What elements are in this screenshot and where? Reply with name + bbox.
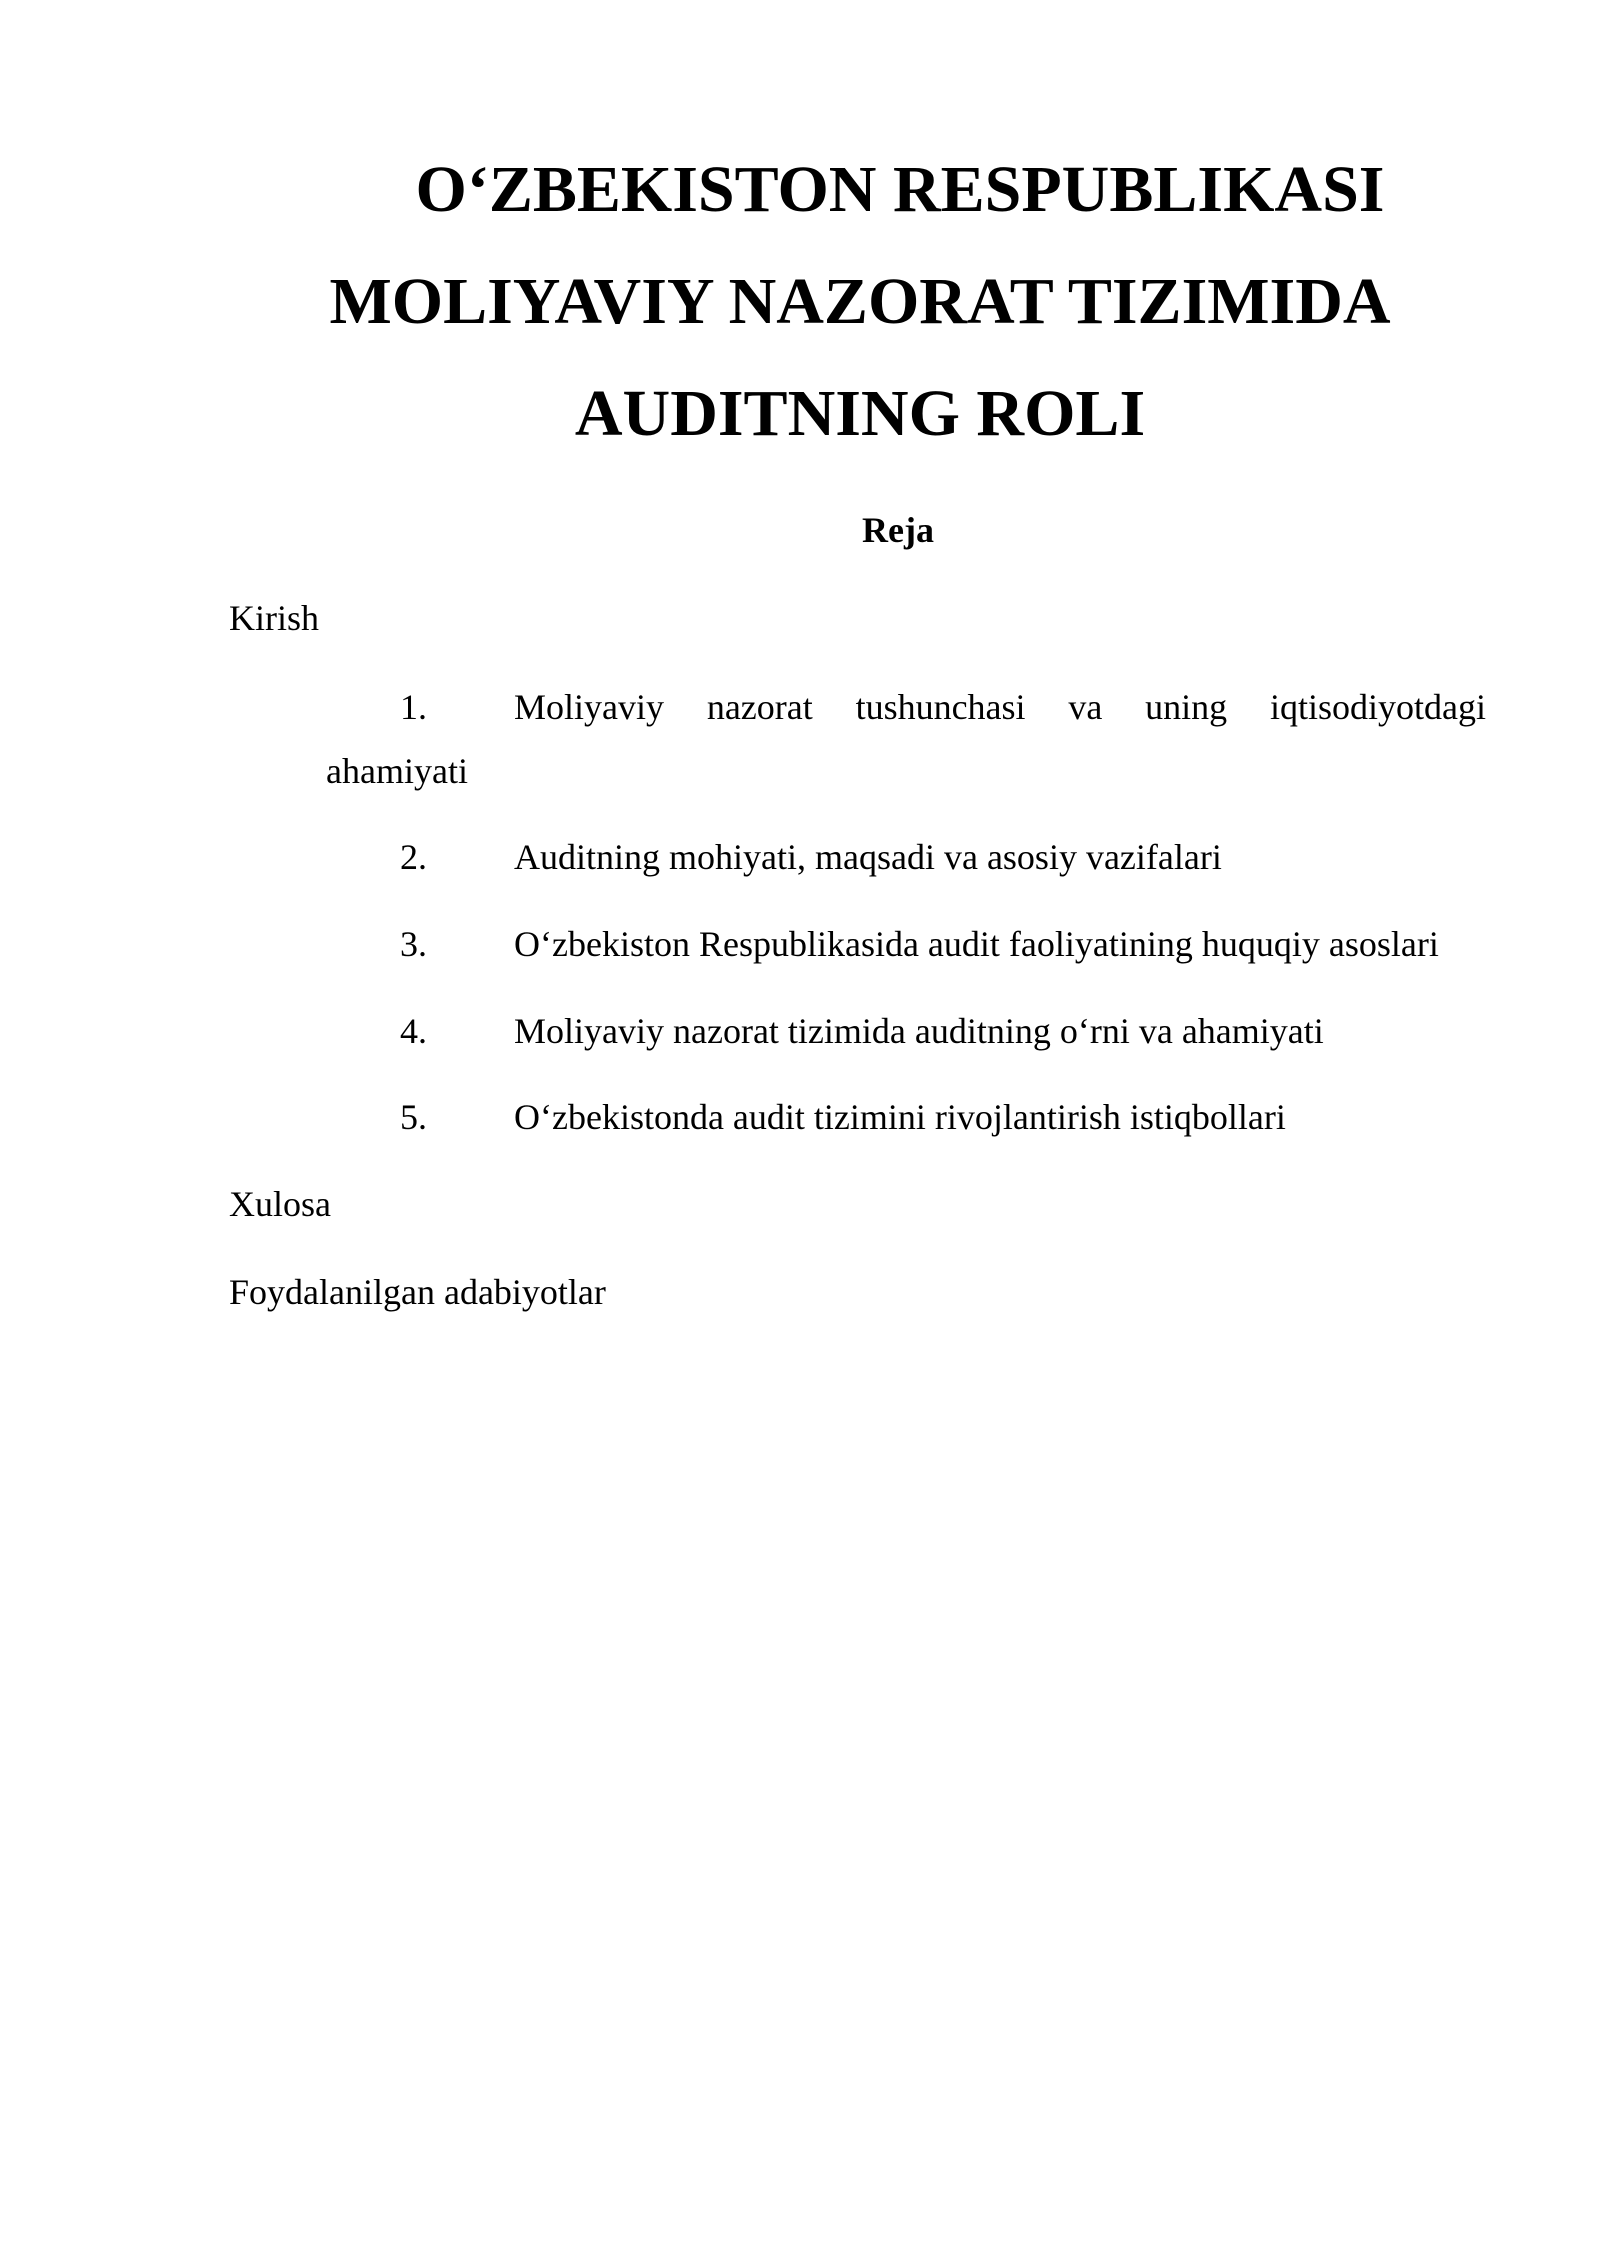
title-line-1: O‘ZBEKISTON RESPUBLIKASI <box>415 153 1385 226</box>
plan-item-number: 1. <box>400 687 427 727</box>
title-line-3: AUDITNING ROLI <box>574 377 1146 450</box>
plan-heading: Reja <box>862 510 934 550</box>
plan-item-text: Moliyaviy nazorat tizimida auditning o‘rni va ahamiyati <box>514 1011 1324 1051</box>
title-line-2: MOLIYAVIY NAZORAT TIZIMIDA <box>329 265 1391 338</box>
plan-item-continuation: ahamiyati <box>326 751 468 791</box>
plan-item-number: 4. <box>400 1011 427 1051</box>
plan-item-word: Moliyaviy <box>514 687 664 727</box>
intro-entry: Kirish <box>229 598 319 638</box>
plan-item-text <box>514 683 1486 731</box>
plan-item-text: O‘zbekiston Respublikasida audit faoliyatining huquqiy asoslari <box>514 924 1439 964</box>
plan-item-text: O‘zbekistonda audit tizimini rivojlantirish istiqbollari <box>514 1097 1286 1137</box>
plan-item-number: 5. <box>400 1097 427 1137</box>
plan-item-text: Auditning mohiyati, maqsadi va asosiy vazifalari <box>514 837 1222 877</box>
plan-item-word: uning <box>1145 687 1228 727</box>
conclusion-entry: Xulosa <box>229 1184 331 1224</box>
plan-item-word: nazorat <box>706 687 813 727</box>
plan-item-word: va <box>1068 687 1103 727</box>
references-entry: Foydalanilgan adabiyotlar <box>229 1272 606 1312</box>
plan-item-word: tushunchasi <box>855 687 1026 727</box>
plan-item-number: 2. <box>400 837 427 877</box>
plan-item-number: 3. <box>400 924 427 964</box>
plan-item-word: iqtisodiyotdagi <box>1269 687 1486 727</box>
